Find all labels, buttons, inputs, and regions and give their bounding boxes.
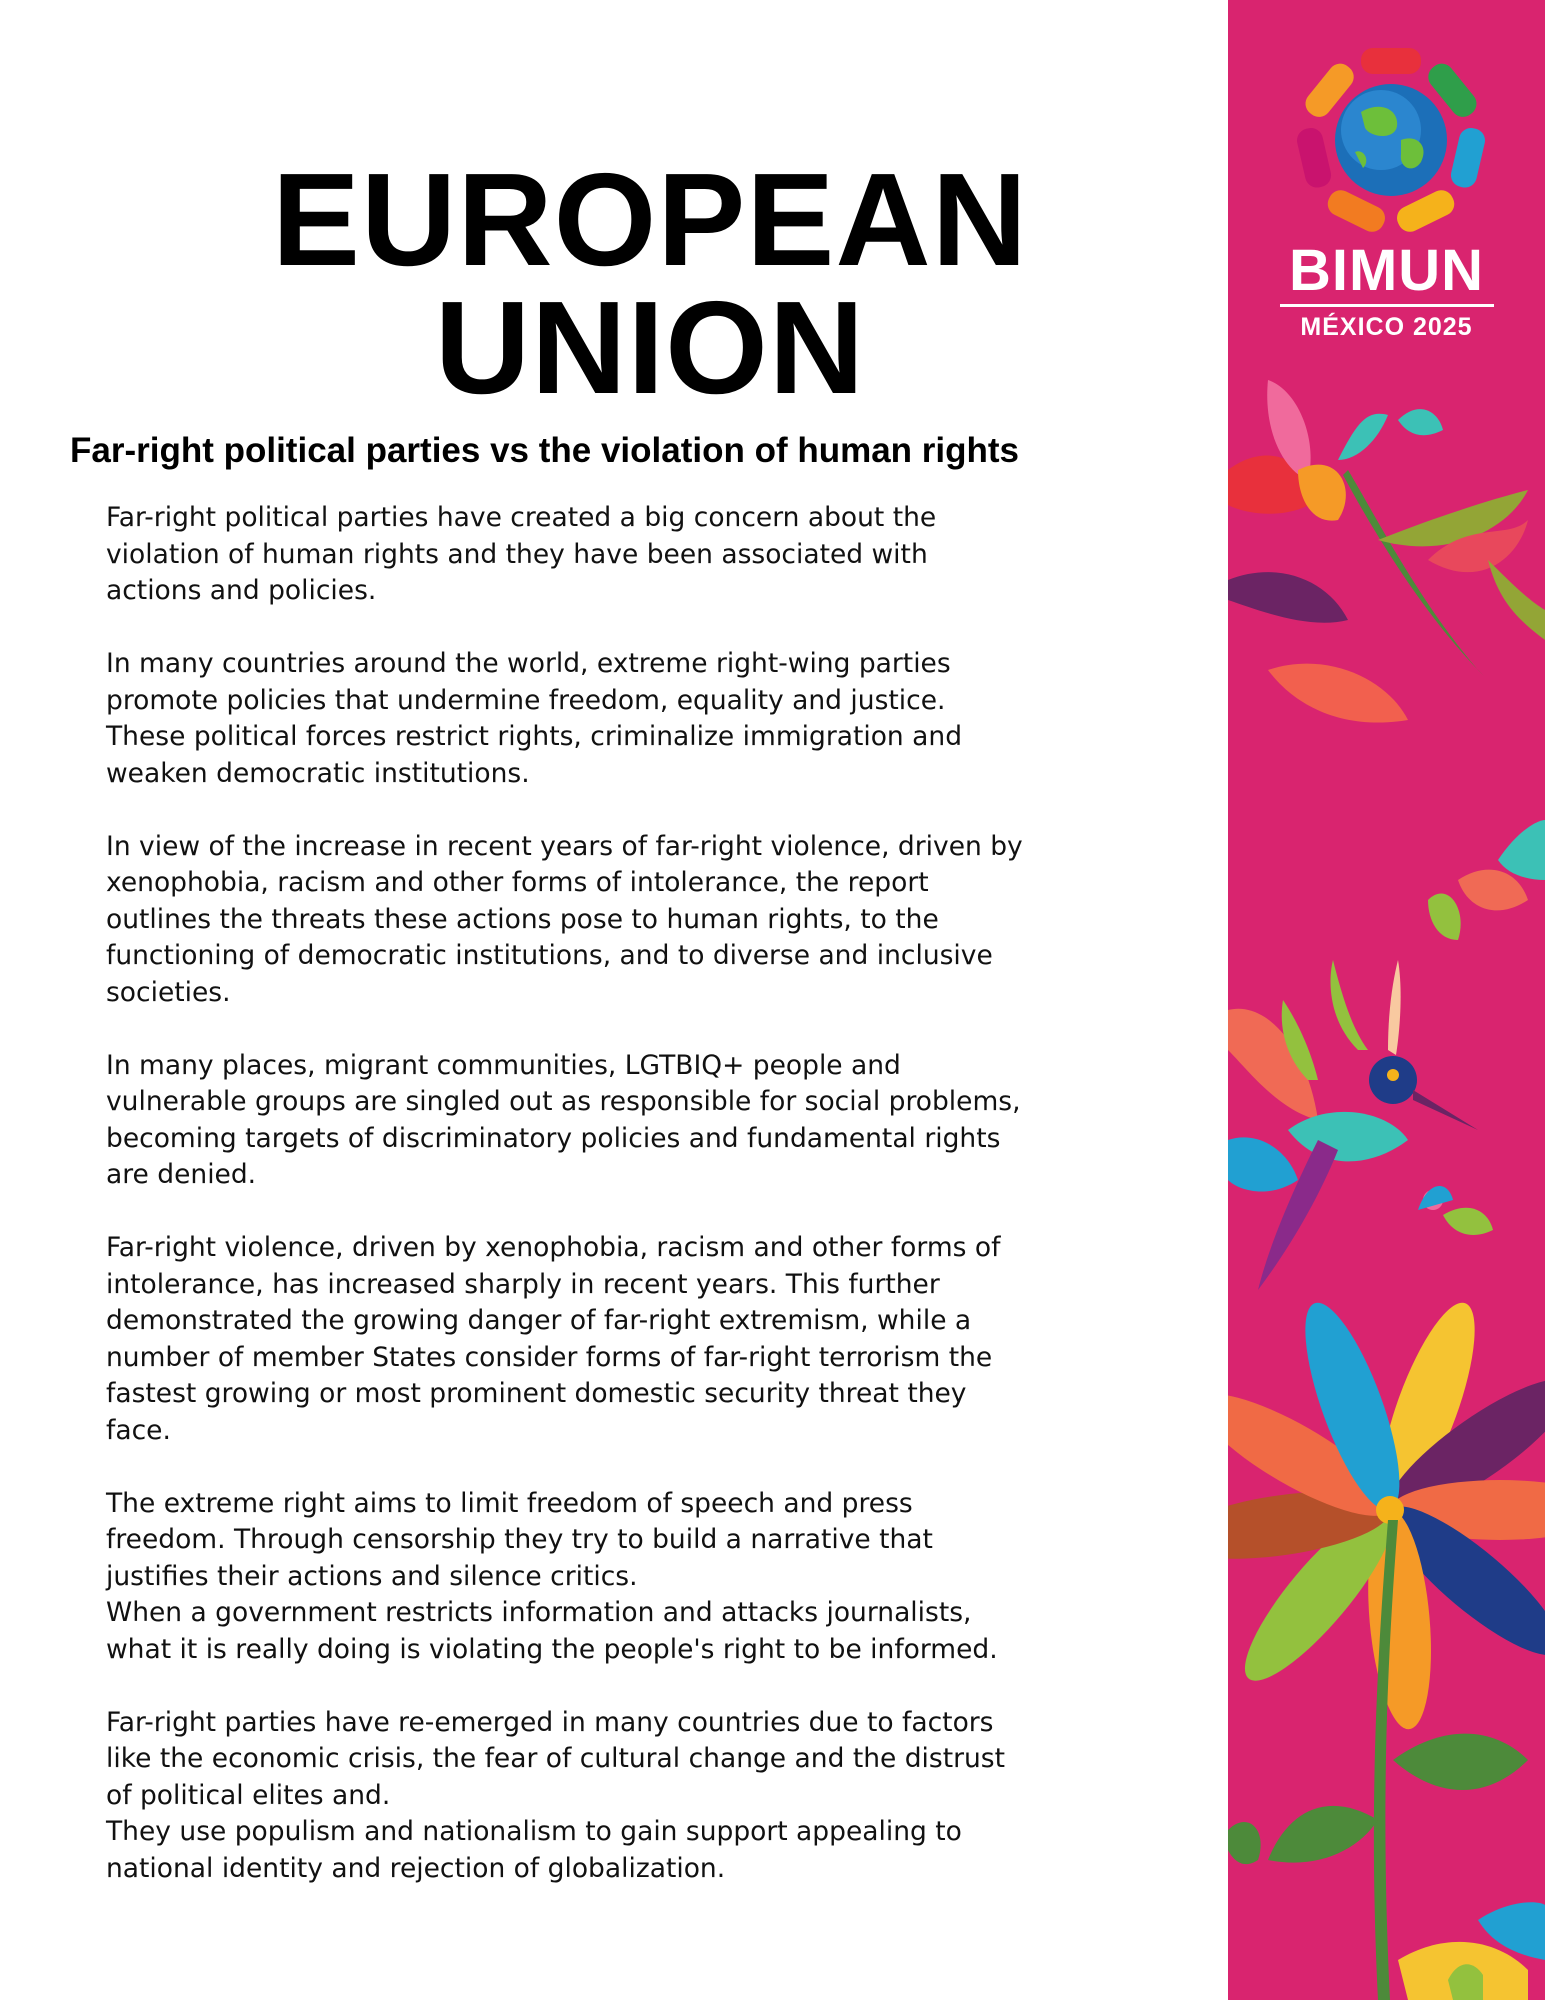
- paragraph: [106, 829, 1106, 1012]
- text-line: are denied.: [106, 1159, 257, 1190]
- globe-with-people-icon: [1295, 48, 1488, 236]
- logo-subtitle: MÉXICO 2025: [1300, 313, 1473, 341]
- text-line: promote policies that undermine freedom, equality and justice.: [106, 684, 946, 716]
- paragraph: [106, 500, 1106, 610]
- text-line: fastest growing or most prominent domestic security threat they: [106, 1378, 967, 1409]
- page-title: [0, 146, 1300, 422]
- title-line-1: EUROPEAN: [271, 146, 1029, 294]
- text-line: violation of human rights and they have been associated with: [106, 538, 928, 570]
- text-line: societies.: [106, 976, 231, 1008]
- paragraph: [106, 1486, 1106, 1669]
- text-line: vulnerable groups are singled out as responsible for social problems,: [106, 1086, 1021, 1117]
- text-line: of political elites and.: [106, 1779, 391, 1811]
- text-line: Far-right violence, driven by xenophobia, racism and other forms of: [106, 1232, 1001, 1263]
- document-body: [106, 500, 1106, 1924]
- text-line: functioning of democratic institutions, and to diverse and inclusive: [106, 940, 993, 971]
- text-line: freedom. Through censorship they try to build a narrative that: [106, 1524, 933, 1555]
- bimun-logo: [1228, 240, 1545, 341]
- text-line: They use populism and nationalism to gain support appealing to: [106, 1816, 962, 1847]
- text-line: number of member States consider forms of far-right terrorism the: [106, 1341, 993, 1373]
- text-line: xenophobia, racism and other forms of intolerance, the report: [106, 867, 929, 898]
- text-line: like the economic crisis, the fear of cultural change and the distrust: [106, 1743, 1005, 1774]
- text-line: what it is really doing is violating the people's right to be informed.: [106, 1633, 998, 1665]
- text-line: national identity and rejection of globalization.: [106, 1852, 726, 1884]
- topic-heading: Far-right political parties vs the violation of human rights: [70, 431, 1019, 471]
- text-line: In many countries around the world, extreme right-wing parties: [106, 648, 951, 679]
- logo-divider: [1280, 304, 1494, 307]
- title-line-2: UNION: [434, 274, 866, 422]
- logo-name: BIMUN: [1288, 238, 1485, 303]
- text-line: When a government restricts information and attacks journalists,: [106, 1597, 972, 1628]
- text-line: Far-right parties have re-emerged in many countries due to factors: [106, 1706, 994, 1738]
- text-line: These political forces restrict rights, criminalize immigration and: [106, 721, 963, 752]
- text-line: becoming targets of discriminatory policies and fundamental rights: [106, 1122, 1001, 1154]
- paragraph: [106, 646, 1106, 792]
- text-line: In view of the increase in recent years of far-right violence, driven by: [106, 830, 1023, 862]
- text-line: justifies their actions and silence critics.: [106, 1560, 638, 1592]
- text-line: The extreme right aims to limit freedom of speech and press: [106, 1487, 913, 1519]
- paragraph: [106, 1705, 1106, 1888]
- text-line: actions and policies.: [106, 575, 377, 606]
- text-line: demonstrated the growing danger of far-right extremism, while a: [106, 1305, 972, 1336]
- text-line: face.: [106, 1414, 171, 1446]
- paragraph: [106, 1048, 1106, 1194]
- text-line: intolerance, has increased sharply in recent years. This further: [106, 1268, 940, 1300]
- text-line: In many places, migrant communities, LGTBIQ+ people and: [106, 1049, 901, 1081]
- paragraph: [106, 1230, 1106, 1449]
- text-line: Far-right political parties have created a big concern about the: [106, 502, 937, 533]
- text-line: outlines the threats these actions pose to human rights, to the: [106, 903, 939, 935]
- text-line: weaken democratic institutions.: [106, 757, 530, 789]
